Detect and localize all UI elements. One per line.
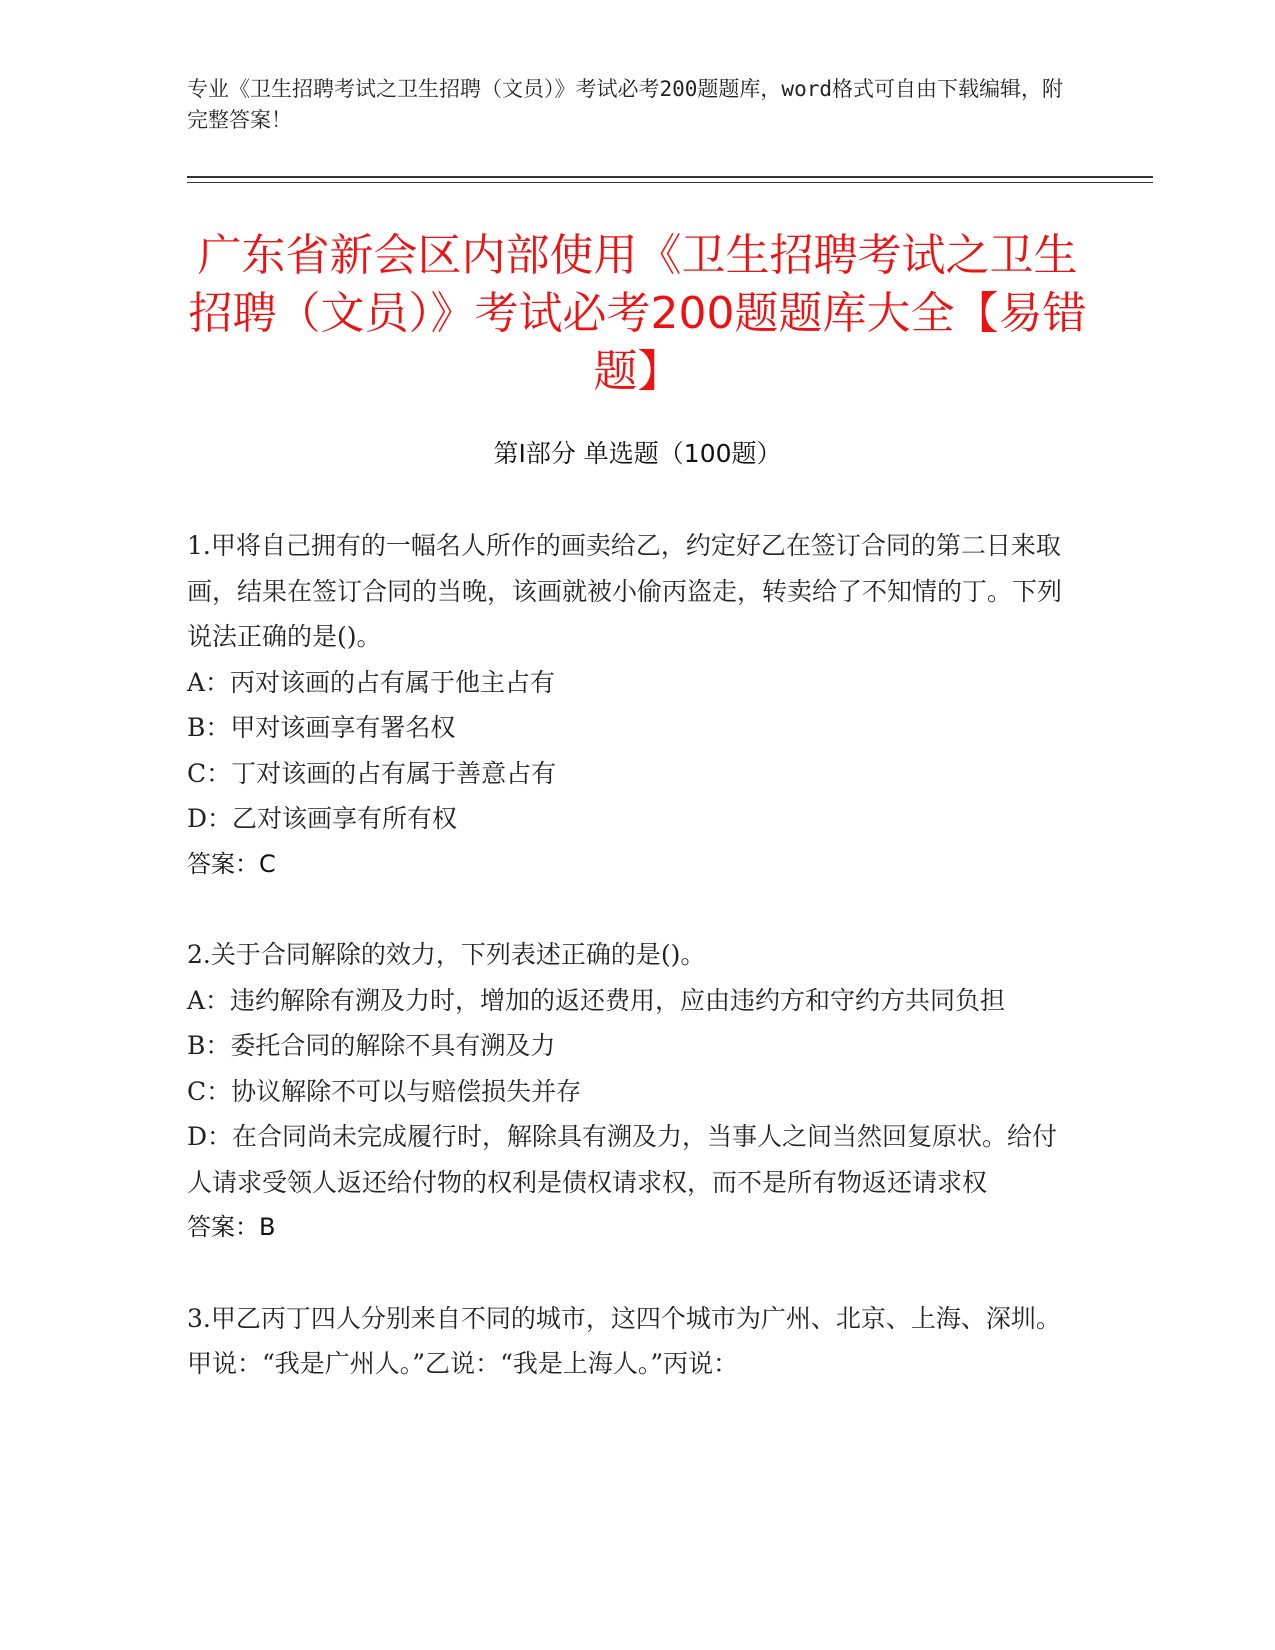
answer: 答案：C: [187, 849, 276, 878]
question-text: 3.甲乙丙丁四人分别来自不同的城市，这四个城市为广州、北京、上海、深圳。甲说：“我是广州人。”乙说：“我是上海人。”丙说：: [187, 1303, 1061, 1378]
section-title: 第Ⅰ部分 单选题（100题）: [493, 439, 782, 468]
header-rule-thick: [187, 176, 1153, 178]
question-text: 2.关于合同解除的效力，下列表述正确的是()。: [187, 940, 706, 969]
question-1: [187, 523, 1077, 887]
question-list: [187, 523, 1077, 1387]
answer: 答案：B: [187, 1213, 276, 1241]
question-3: [187, 1296, 1077, 1387]
option-b: B：委托合同的解除不具有溯及力: [187, 1031, 556, 1060]
document-title: 广东省新会区内部使用《卫生招聘考试之卫生招聘（文员）》考试必考200题题库大全【易错题】: [188, 230, 1087, 397]
header-note: 专业《卫生招聘考试之卫生招聘（文员）》考试必考200题题库，word格式可自由下载编辑，附完整答案！: [187, 77, 1063, 132]
option-d: D：乙对该画享有所有权: [187, 804, 458, 833]
header-rule-thin: [187, 182, 1153, 183]
option-a: A：违约解除有溯及力时，增加的返还费用，应由违约方和守约方共同负担: [187, 985, 1006, 1015]
question-spacer: [187, 1251, 1077, 1296]
question-spacer: [187, 887, 1077, 932]
question-2: [187, 932, 1077, 1251]
option-d: D：在合同尚未完成履行时，解除具有溯及力，当事人之间当然回复原状。给付人请求受领人返还给付物的权利是债权请求权，而不是所有物返还请求权: [187, 1122, 1058, 1197]
question-text: 1.甲将自己拥有的一幅名人所作的画卖给乙，约定好乙在签订合同的第二日来取画，结果在签订合同的当晚，该画就被小偷丙盗走，转卖给了不知情的丁。下列说法正确的是()。: [187, 531, 1063, 651]
option-a: A：丙对该画的占有属于他主占有: [187, 667, 556, 697]
option-b: B：甲对该画享有署名权: [187, 713, 456, 742]
option-c: C：协议解除不可以与赔偿损失并存: [187, 1076, 582, 1106]
option-c: C：丁对该画的占有属于善意占有: [187, 758, 557, 788]
